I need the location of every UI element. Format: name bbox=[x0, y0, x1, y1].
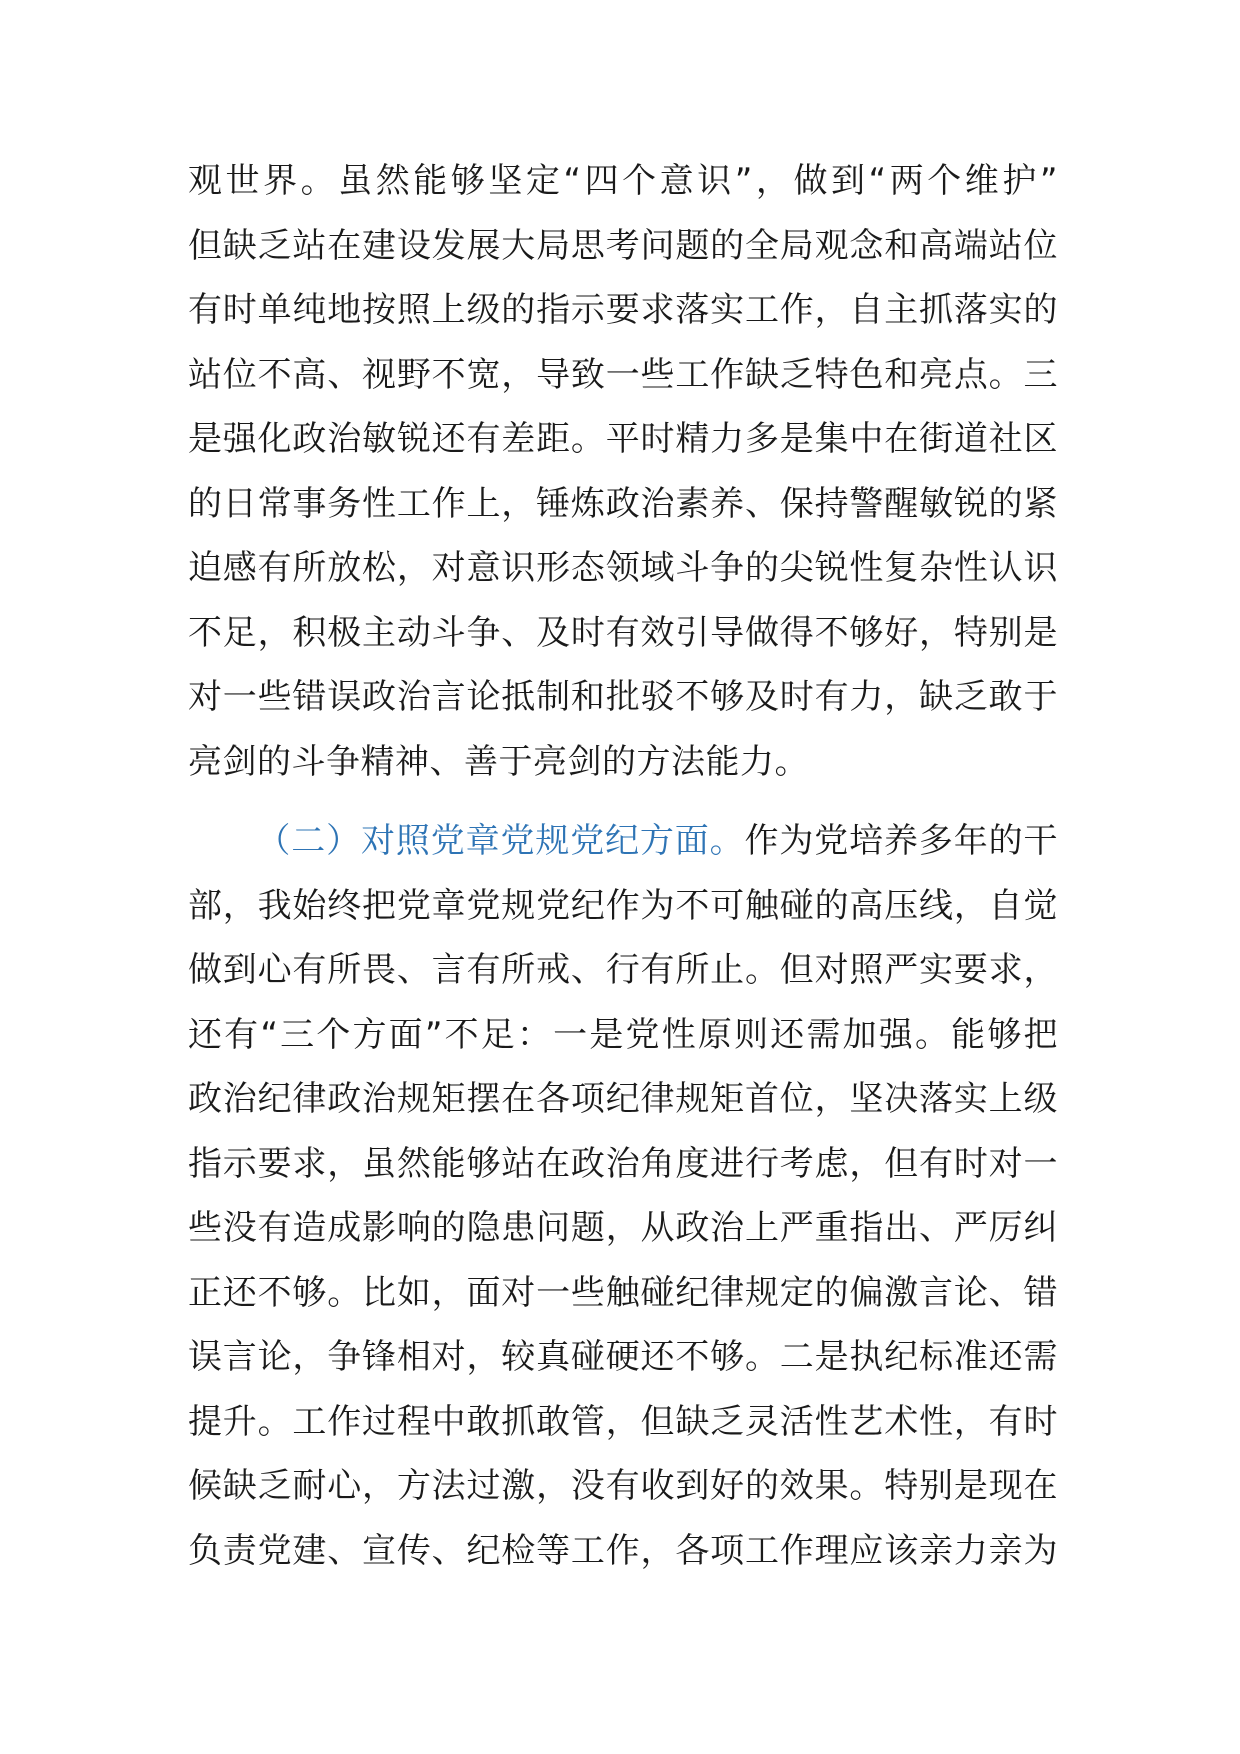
text-line: 政治纪律政治规矩摆在各项纪律规矩首位，坚决落实上级 bbox=[188, 1079, 1058, 1119]
text-line: 部，我始终把党章党规党纪作为不可触碰的高压线，自觉 bbox=[188, 885, 1058, 926]
text-line: 有时单纯地按照上级的指示要求落实工作，自主抓落实的 bbox=[188, 290, 1058, 330]
text-line: 做到心有所畏、言有所戒、行有所止。但对照严实要求， bbox=[188, 950, 1058, 990]
text-line: 正还不够。比如，面对一些触碰纪律规定的偏激言论、错 bbox=[188, 1272, 1058, 1313]
text-line: 对一些错误政治言论抵制和批驳不够及时有力，缺乏敢于 bbox=[188, 677, 1058, 717]
text-line: 误言论，争锋相对，较真碰硬还不够。二是执纪标准还需 bbox=[188, 1337, 1058, 1377]
text-line: 但缺乏站在建设发展大局思考问题的全局观念和高端站位 bbox=[188, 225, 1058, 266]
text-line-first bbox=[188, 809, 1058, 874]
heading-continuation: 作为党培养多年的干 bbox=[744, 821, 1058, 861]
text-line: 的日常事务性工作上，锤炼政治素养、保持警醒敏锐的紧 bbox=[188, 483, 1058, 524]
text-line: 是强化政治敏锐还有差距。平时精力多是集中在街道社区 bbox=[188, 419, 1058, 459]
text-line: 负责党建、宣传、纪检等工作，各项工作理应该亲力亲为 bbox=[188, 1530, 1058, 1571]
text-line: 站位不高、视野不宽，导致一些工作缺乏特色和亮点。三 bbox=[188, 354, 1058, 395]
text-line: 不足，积极主动斗争、及时有效引导做得不够好，特别是 bbox=[188, 612, 1058, 653]
text-line: 亮剑的斗争精神、善于亮剑的方法能力。 bbox=[188, 741, 809, 782]
text-line: 还有“三个方面”不足：一是党性原则还需加强。能够把 bbox=[188, 1014, 1058, 1055]
paragraph-continued bbox=[188, 149, 1058, 794]
text-line: 候缺乏耐心，方法过激，没有收到好的效果。特别是现在 bbox=[188, 1466, 1058, 1506]
text-line: 观世界。虽然能够坚定“四个意识”，做到“两个维护” bbox=[188, 161, 1058, 201]
text-line: 指示要求，虽然能够站在政治角度进行考虑，但有时对一 bbox=[188, 1143, 1058, 1184]
text-line: 迫感有所放松，对意识形态领域斗争的尖锐性复杂性认识 bbox=[188, 548, 1058, 588]
text-line: 提升。工作过程中敢抓敢管，但缺乏灵活性艺术性，有时 bbox=[188, 1401, 1058, 1442]
text-line: 些没有造成影响的隐患问题，从政治上严重指出、严厉纠 bbox=[188, 1208, 1058, 1248]
paragraph-party-discipline bbox=[188, 809, 1058, 1583]
section-heading: （二）对照党章党规党纪方面。 bbox=[256, 821, 745, 861]
